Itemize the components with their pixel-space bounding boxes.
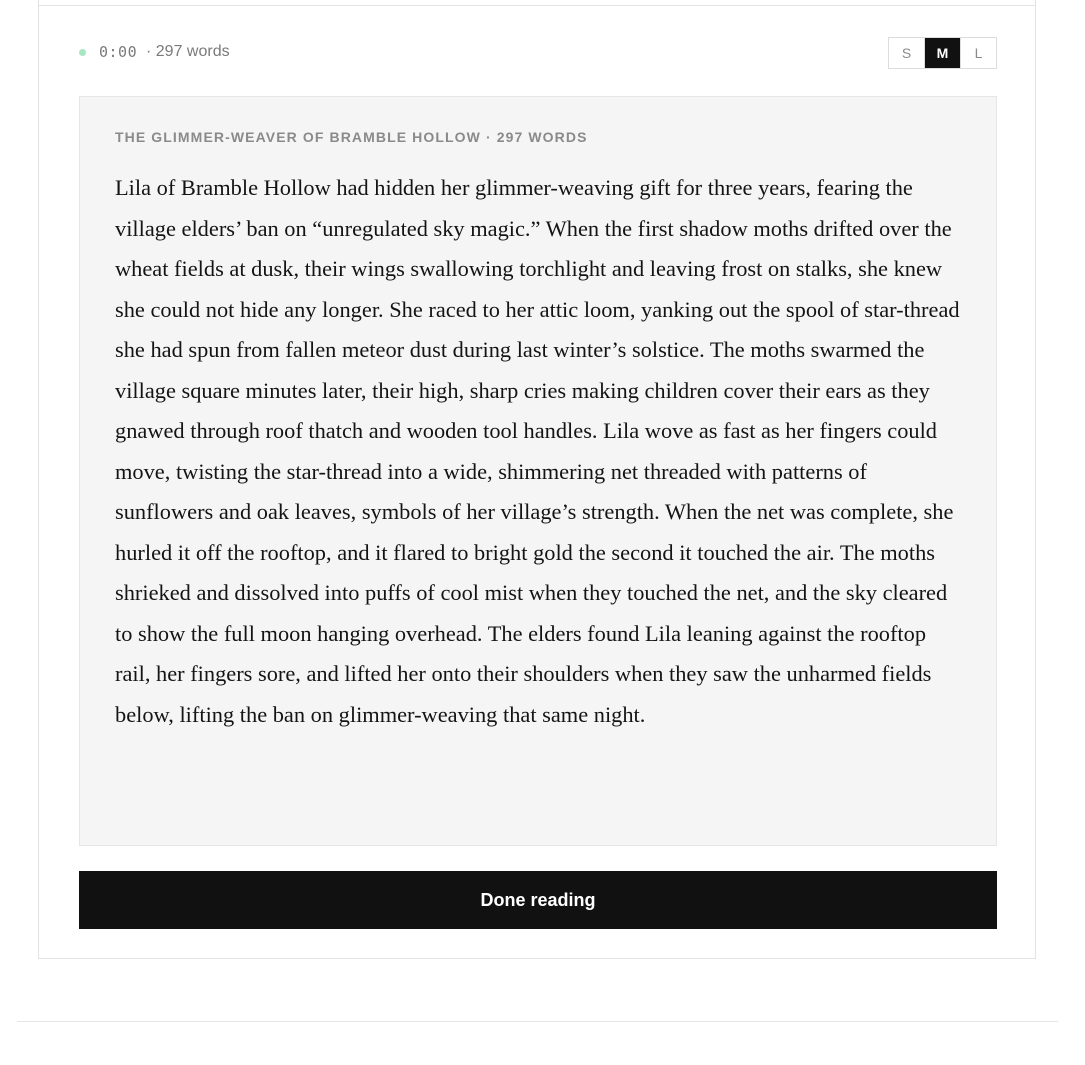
word-count-label: · 297 words (146, 43, 230, 60)
status-indicator-icon (79, 49, 86, 56)
text-size-medium-button[interactable]: M (924, 38, 960, 68)
page-divider (17, 1021, 1058, 1022)
reading-status-bar (79, 37, 997, 69)
reading-card (38, 0, 1036, 959)
text-size-switch (888, 37, 997, 69)
story-text: Lila of Bramble Hollow had hidden her glimmer-weaving gift for three years, fearing the village elders’ ban on “unregulated sky magic.” When the first shadow moths drifted over the wheat fields at dusk, their wings swallowing torchlight and leaving frost on stalks, she knew she could not hide any longer. She raced to her attic loom, yanking out the spool of star-thread she had spun from fallen meteor dust during last winter’s solstice. The moths swarmed the village square minutes later, their high, sharp cries making children cover their ears as they gnawed through roof thatch and wooden tool handles. Lila wove as fast as her fingers could move, twisting the star-thread into a wide, shimmering net threaded with patterns of sunflowers and oak leaves, symbols of her village’s strength. When the net was complete, she hurled it off the rooftop, and it flared to bright gold the second it touched the air. The moths shrieked and dissolved into puffs of cool mist when they touched the net, and the sky cleared to show the full moon hanging overhead. The elders found Lila leaning against the rooftop rail, her fingers sore, and lifted her onto their shoulders when they saw the unharmed fields below, lifting the ban on glimmer-weaving that same night. (115, 175, 960, 727)
card-divider (39, 5, 1035, 6)
story-panel (79, 96, 997, 846)
text-size-small-button[interactable]: S (889, 38, 924, 68)
text-size-large-button[interactable]: L (960, 38, 996, 68)
story-title-meta: THE GLIMMER-WEAVER OF BRAMBLE HOLLOW · 297 WORDS (115, 129, 588, 145)
done-reading-button[interactable]: Done reading (79, 871, 997, 929)
reading-timer: 0:00 (99, 43, 138, 61)
